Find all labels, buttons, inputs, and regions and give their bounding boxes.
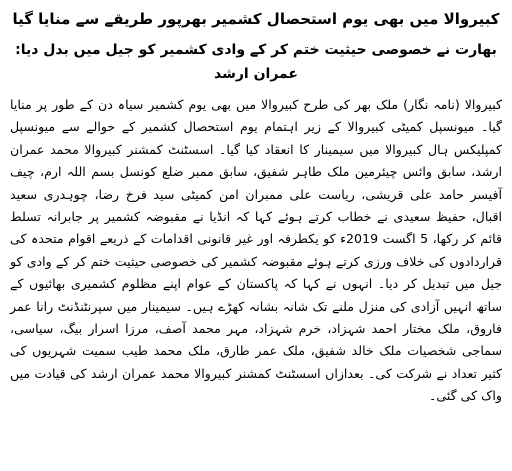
article-headline: کبیروالا میں بھی یوم استحصال کشمیر بھرپور طریقے سے منایا گیا	[12, 10, 500, 28]
article-subheadline: بھارت نے خصوصی حیثیت ختم کر کے وادی کشمیر کو جیل میں بدل دیا: عمران ارشد	[15, 42, 497, 82]
article-body: کبیروالا (نامہ نگار) ملک بھر کی طرح کبیروالا میں بھی یوم کشمیر سیاہ دن کے طور پر منایا گیا۔ میونسپل کمیٹی کبیروالا کے زیر اہتمام یوم استحصال کشمیر کے حوالے سے میونسپل کمپلیکس ہال کبیروالا میں سیمینار کا انعقاد کیا گیا۔ اسسٹنٹ کمشنر کبیروالا محمد عمران ارشد، سابق وائس چیئرمین ملک طاہر شفیق، سابق ممبر ضلع کونسل بسم اللہ ارم، چیف آفیسر حامد علی قریشی، ریاست علی ممبران امن کمیٹی سید فرخ رضا، چوہدری سعید اقبال، حفیظ سعیدی نے خطاب کرتے ہوئے کہا کہ انڈیا نے مقبوضہ کشمیر پر جابرانہ تسلط قائم کر رکھا، 5 اگست 2019ء کو یکطرفہ اور غیر قانونی اقدامات کے ذریعے اقوام متحدہ کی قراردادوں کی خلاف ورزی کرتے ہوئے مقبوضہ کشمیر کی خصوصی حیثیت ختم کر کے وادی کو جیل میں تبدیل کر دیا۔ انہوں نے کہا کہ پاکستان کے عوام اپنے مظلوم کشمیری بھائیوں کے ساتھ انہیں آزادی کی منزل ملنے تک شانہ بشانہ کھڑے ہیں۔ سیمینار میں سپرنٹنڈنٹ رانا عمر فاروق، ملک مختار احمد شہزاد، خرم شہزاد، مہر محمد آصف، مرزا اسرار بیگ، سیاسی، سماجی شخصیات ملک خالد شفیق، ملک عمر طارق، ملک محمد طیب سمیت شہریوں کی کثیر تعداد نے شرکت کی۔ بعدازاں اسسٹنٹ کمشنر کبیروالا محمد عمران ارشد کی قیادت میں واک کی گئی۔	[10, 97, 502, 404]
